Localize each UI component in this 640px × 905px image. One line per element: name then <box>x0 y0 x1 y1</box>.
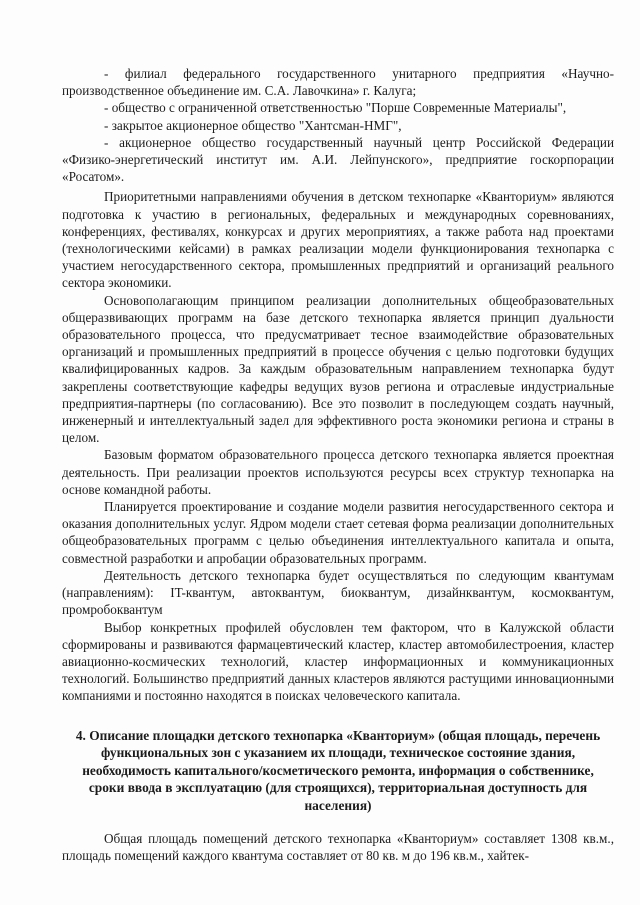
partner-item-leypunsky: - акционерное общество государственный научный центр Российской Федерации «Физико-энергетический институт им. А.И. Лейпунского», предприятие госкорпорации «Росатом». <box>62 134 614 185</box>
section-heading: 4. Описание площадки детского технопарка «Кванториум» (общая площадь, перечень функциональных зон с указанием их площади, техническое состояние здания, необходимость капитального/косметического ремонта, информация о собственнике, сроки ввода в эксплуатацию (для строящихся), территориальная доступность для населения) <box>75 727 601 813</box>
paragraph-area: Общая площадь помещений детского технопарка «Кванториум» составляет 1308 кв.м., площадь помещений каждого квантума составляет от 80 кв. м до 196 кв.м., хайтек- <box>62 831 614 864</box>
paragraph-priorities: Приоритетными направлениями обучения в детском технопарке «Кванториум» являются подготовка к участию в региональных, федеральных и международных соревнованиях, конференциях, фестивалях, конкурсах и других мероприятиях, а также работа над проектами (технологическими кейсами) в рамках реализации модели функционирования технопарка с участием негосударственного сектора, промышленных предприятий и организаций реального сектора экономики. <box>62 189 614 291</box>
paragraph-quantums: Деятельность детского технопарка будет осуществляться по следующим квантумам (направлениям): IT-квантум, автоквантум, биоквантум, дизайнквантум, космоквантум, промробоквантум <box>62 567 614 618</box>
paragraph-dual-principle: Основополагающим принципом реализации дополнительных общеобразовательных общеразвивающих программ на базе детского технопарка является принцип дуальности образовательного процесса, что предусматривает тесное взаимодействие образовательных организаций и промышленных предприятий в процессе обучения с целью подготовки будущих квалифицированных кадров. За каждым образовательным направлением технопарка будут закреплены соответствующие кафедры ведущих вузов региона и отраслевые индустриальные предприятия-партнеры (по согласованию). Все это позволит в последующем создать научный, инженерный и интеллектуальный задел для эффективного роста экономики региона и страны в целом. <box>62 292 614 446</box>
partner-item-lavochkin: - филиал федерального государственного унитарного предприятия «Научно-производственное объединение им. С.А. Лавочкина» г. Калуга; <box>62 66 614 99</box>
paragraph-clusters: Выбор конкретных профилей обусловлен тем фактором, что в Калужской области сформированы и развиваются фармацевтический кластер, кластер автомобилестроения, кластер авиационно-космических технологий, кластер информационных и коммуникационных технологий. Большинство предприятий данных кластеров являются растущими инновационными компаниями и постоянно находятся в поисках человеческого капитала. <box>62 619 614 704</box>
paragraph-network-model: Планируется проектирование и создание модели развития негосударственного сектора и оказания дополнительных услуг. Ядром модели стает сетевая форма реализации дополнительных общеобразовательных программ с целью объединения интеллектуального капитала и опыта, совместной разработки и апробации образовательных программ. <box>62 499 614 566</box>
paragraph-project-format: Базовым форматом образовательного процесса детского технопарка является проектная деятельность. При реализации проектов используются ресурсы всех структур технопарка на основе командной работы. <box>62 447 614 497</box>
partner-item-huntsman: - закрытое акционерное общество "Хантсман-НМГ", <box>104 117 402 133</box>
partner-item-porsche: - общество с ограниченной ответственностью "Порше Современные Материалы", <box>104 100 567 116</box>
document-body <box>62 65 614 864</box>
